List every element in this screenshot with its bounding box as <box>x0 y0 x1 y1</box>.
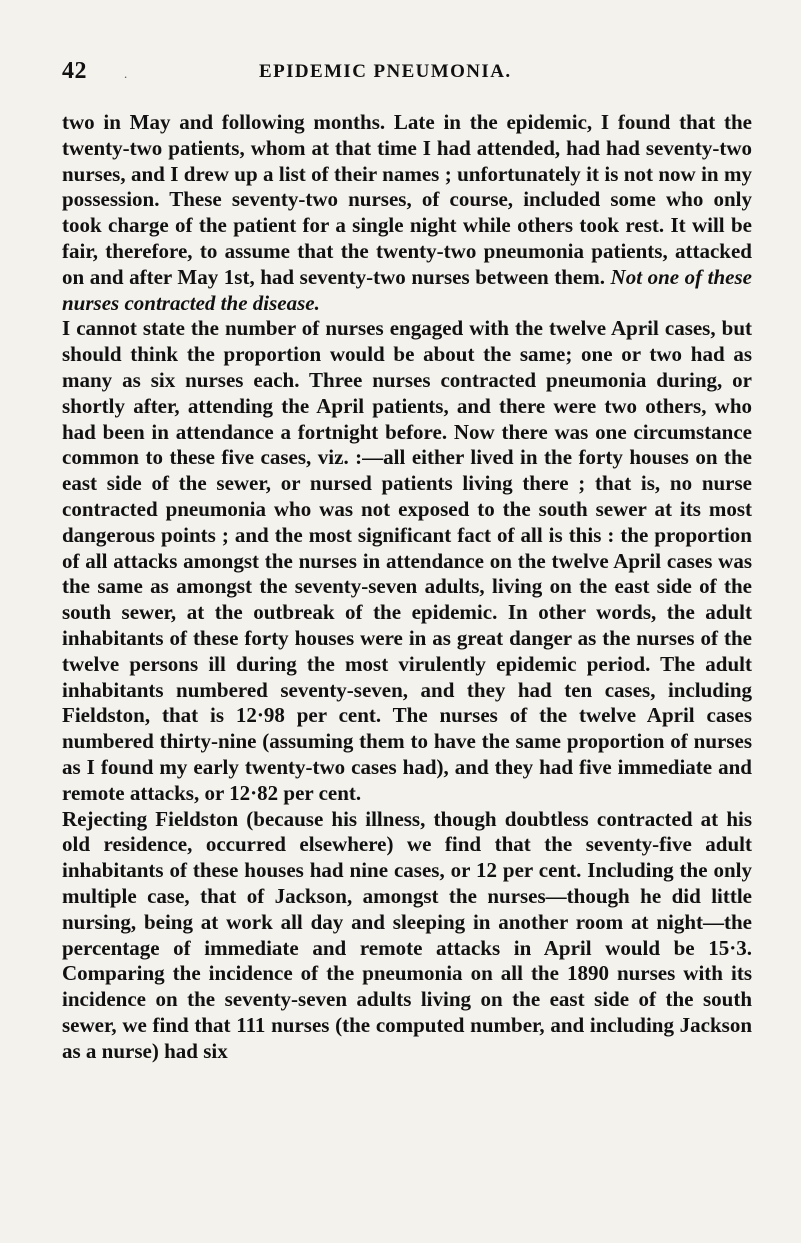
paragraph-1-text: two in May and following months. Late in the epidemic, I found that the twenty-two patients, whom at that time I had attended, had had seventy-two nurses, and I drew up a list of their names ; unfortunately it is not now in my possession. These seventy-two nurses, of course, included some who only took charge of the patient for a single night while others took rest. It will be fair, therefore, to assume that the twenty-two pneumonia patients, attacked on and after May 1st, had seventy-two nurses between them. <box>62 110 752 289</box>
paragraph-1-emphasis: Not one of these nurses contracted the disease. <box>62 264 752 315</box>
paragraph-2 <box>62 316 752 806</box>
running-title: EPIDEMIC PNEUMONIA. <box>259 61 512 82</box>
running-head <box>0 58 801 86</box>
header-separator: . <box>124 66 128 81</box>
body-text <box>62 110 752 1064</box>
paragraph-2-text: I cannot state the number of nurses engaged with the twelve April cases, but should think the proportion would be about the same; one or two had as many as six nurses each. Three nurses contracted pneumonia during, or shortly after, attending the April patients, and there were two others, who had been in attendance a fortnight before. Now there was one circumstance common to these five cases, viz. :—all either lived in the forty houses on the east side of the sewer, or nursed patients living there ; that is, no nurse contracted pneumonia who was not exposed to the south sewer at its most dangerous points ; and the most significant fact of all is this : the proportion of all attacks amongst the nurses in attendance on the twelve April cases was the same as amongst the seventy-seven adults, living on the east side of the south sewer, at the outbreak of the epidemic. In other words, the adult inhabitants of these forty houses were in as great danger as the nurses of the twelve persons ill during the most virulently epidemic period. The adult inhabitants numbered seventy-seven, and they had ten cases, including Fieldston, that is 12·98 per cent. The nurses of the twelve April cases numbered thirty-nine (assuming them to have the same proportion of nurses as I found my early twenty-two cases had), and they had five immediate and remote attacks, or 12·82 per cent. <box>62 316 752 805</box>
paragraph-3-text: Rejecting Fieldston (because his illness, though doubtless contracted at his old residence, occurred elsewhere) we find that the seventy-five adult inhabitants of these houses had nine cases, or 12 per cent. Including the only multiple case, that of Jackson, amongst the nurses—though he did little nursing, being at work all day and sleeping in another room at night—the percentage of immediate and remote attacks in April would be 15·3. Comparing the incidence of the pneumonia on all the 1890 nurses with its incidence on the seventy-seven adults living on the east side of the south sewer, we find that 111 nurses (the computed number, and including Jackson as a nurse) had six <box>62 806 752 1063</box>
paragraph-1 <box>62 110 752 316</box>
page-number: 42 <box>62 58 87 84</box>
paragraph-3 <box>62 807 752 1065</box>
